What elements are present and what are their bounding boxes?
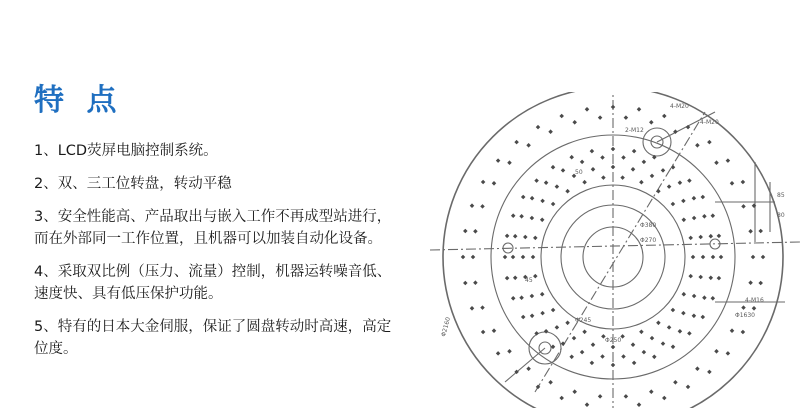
bolt-hole-mark [656,321,661,326]
bolt-hole-mark [534,178,539,183]
bolt-hole-mark [611,345,616,350]
bolt-hole-mark [473,280,478,285]
feature-item-5: 5、特有的日本大金伺服，保证了圆盘转动时高速，高定位度。 [34,319,392,357]
bolt-hole-mark [671,165,676,170]
bolt-hole-mark [551,202,556,207]
bolt-hole-mark [481,330,486,335]
bolt-hole-mark [551,308,556,313]
bolt-hole-mark [511,296,516,301]
bolt-hole-mark [642,350,647,355]
bolt-hole-mark [555,184,560,189]
bolt-hole-mark [531,255,536,260]
bolt-hole-mark [569,355,574,360]
bolt-hole-mark [611,105,616,110]
bolt-hole-mark [711,213,716,218]
bolt-hole-mark [540,311,545,316]
bolt-hole-mark [471,255,476,260]
bolt-hole-mark [632,361,637,366]
bolt-hole-mark [687,331,692,336]
bolt-hole-mark [667,325,672,330]
horizontal-centerline [430,242,800,250]
bolt-hole-mark [492,181,497,186]
bolt-hole-mark [649,120,654,125]
bolt-hole-mark [548,129,553,134]
bolt-hole-mark [719,255,724,260]
bolt-hole-mark [698,275,703,280]
bolt-hole-mark [620,175,625,180]
bolt-hole-mark [688,236,693,241]
feature-item-3: 3、安全性能高、产品取出与嵌入工作不再成型站进行，而在外部同一工作位置，且机器可以加装自动化设备。 [34,209,392,247]
bolt-hole-mark [470,306,475,311]
bolt-hole-mark [709,234,714,239]
bolt-hole-mark [701,255,706,260]
bolt-hole-mark [678,329,683,334]
bolt-hole-mark [496,351,501,356]
bolt-hole-mark [662,396,667,401]
bolt-hole-mark [598,394,603,399]
bolt-hole-mark [682,292,687,297]
dim-label-14: 50 [575,169,583,176]
bolt-hole-mark [692,216,697,221]
bolt-hole-mark [591,342,596,347]
bolt-hole-mark [461,255,466,260]
bolt-hole-mark [544,329,549,334]
bolt-hole-mark [758,281,763,286]
bolt-hole-mark [507,160,512,165]
bolt-hole-mark [530,216,535,221]
bolt-hole-mark [507,349,512,354]
bolt-hole-mark [505,276,510,281]
bolt-hole-mark [702,295,707,300]
bolt-hole-mark [519,295,524,300]
bolt-hole-mark [752,203,757,208]
bolt-hole-mark [678,180,683,185]
bolt-hole-mark [611,363,616,368]
bolt-hole-mark [671,345,676,350]
leader-line-2 [505,348,545,382]
bolt-hole-mark [656,189,661,194]
bolt-hole-mark [701,195,706,200]
bolt-hole-mark [667,184,672,189]
bolt-hole-mark [681,199,686,204]
bolt-hole-mark [526,366,531,371]
bolt-hole-mark [572,336,577,341]
bolt-hole-mark [741,305,746,310]
bolt-hole-mark [726,158,731,163]
feature-item-2: 2、双、三工位转盘，转动平稳 [34,176,232,192]
bolt-hole-mark [540,218,545,223]
bolt-hole-mark [580,350,585,355]
bolt-hole-mark [688,274,693,279]
bolt-hole-mark [540,199,545,204]
bolt-hole-mark [521,255,526,260]
bolt-hole-mark [514,140,519,145]
bolt-hole-mark [714,349,719,354]
bolt-hole-mark [559,114,564,119]
bolt-hole-mark [691,255,696,260]
bolt-hole-mark [637,107,642,112]
bolt-hole-mark [572,389,577,394]
bolt-hole-mark [621,155,626,160]
dim-label-13: 45 [525,277,533,284]
feature-item-4: 4、采取双比例（压力、流量）控制，机器运转噪音低、速度快、具有低压保护功能。 [34,264,392,302]
bolt-hole-mark [540,292,545,297]
bolt-hole-mark [624,394,629,399]
bolt-hole-mark [649,389,654,394]
dim-label-10: Φ1630 [735,312,755,319]
bolt-hole-mark [590,361,595,366]
section-heading: 特 点 [34,83,123,118]
bolt-hole-mark [687,178,692,183]
bolt-hole-mark [681,311,686,316]
bolt-hole-mark [585,107,590,112]
bolt-hole-mark [642,160,647,165]
dim-label-1: 4-M20 [670,103,689,110]
bolt-hole-mark [730,181,735,186]
bolt-hole-mark [707,140,712,145]
bolt-hole-mark [463,281,468,286]
bolt-hole-mark [580,160,585,165]
bolt-hole-mark [692,314,697,319]
bolt-hole-mark [521,195,526,200]
bolt-hole-mark [470,203,475,208]
bolt-hole-mark [533,274,538,279]
bolt-hole-mark [751,255,756,260]
bolt-hole-mark [513,276,518,281]
bolt-hole-mark [555,325,560,330]
bolt-hole-mark [526,143,531,148]
bolt-hole-mark [717,234,722,239]
bolt-hole-mark [572,120,577,125]
bolt-hole-mark [673,380,678,385]
bolt-hole-mark [650,336,655,341]
bolt-hole-mark [632,149,637,154]
bolt-hole-mark [523,235,528,240]
bolt-hole-mark [707,370,712,375]
bolt-hole-mark [513,234,518,239]
bolt-hole-mark [650,174,655,179]
feature-item-1: 1、LCD荧屏电脑控制系统。 [34,143,218,159]
bolt-hole-mark [600,354,605,359]
bolt-hole-mark [748,280,753,285]
bolt-hole-mark [611,165,616,170]
turntable-drawing-svg [415,92,800,408]
bolt-hole-mark [662,114,667,119]
bolt-hole-mark [709,276,714,281]
dim-label-4: Φ270 [640,237,657,244]
bolt-hole-mark [600,155,605,160]
dim-label-3: 2-M12 [625,127,644,134]
bolt-hole-mark [536,125,541,130]
bolt-hole-mark [611,147,616,152]
dim-label-2: 4-M20 [700,119,719,126]
bolt-hole-mark [761,255,766,260]
bolt-hole-mark [682,218,687,223]
bolt-hole-mark [621,354,626,359]
bolt-hole-mark [752,306,757,311]
bolt-hole-mark [492,328,497,333]
bolt-hole-mark [561,341,566,346]
bolt-hole-mark [639,330,644,335]
bolt-hole-mark [624,115,629,120]
bolt-hole-mark [758,229,763,234]
bolt-hole-mark [590,149,595,154]
bolt-hole-mark [695,366,700,371]
bolt-hole-mark [661,341,666,346]
bolt-hole-mark [496,158,501,163]
bolt-hole-mark [533,236,538,241]
bolt-hole-mark [730,328,735,333]
bolt-hole-mark [511,255,516,260]
bolt-hole-mark [473,229,478,234]
bolt-hole-mark [631,342,636,347]
bolt-hole-mark [530,314,535,319]
bolt-hole-mark [463,229,468,234]
bolt-hole-mark [559,396,564,401]
bolt-hole-mark [530,196,535,201]
bolt-hole-mark [661,168,666,173]
bolt-hole-mark [692,196,697,201]
bolt-hole-mark [726,351,731,356]
bolt-hole-mark [521,315,526,320]
bolt-hole-mark [748,229,753,234]
bolt-hole-mark [671,308,676,313]
dim-label-9: 4-M16 [745,297,764,304]
bolt-hole-mark [565,321,570,326]
bolt-hole-mark [701,315,706,320]
bolt-hole-mark [565,189,570,194]
dim-label-7: Φ250 [605,337,622,344]
bolt-hole-mark [582,330,587,335]
bolt-hole-mark [591,167,596,172]
bolt-hole-mark [692,294,697,299]
bolt-hole-mark [711,255,716,260]
bolt-hole-mark [480,305,485,310]
bolt-hole-mark [511,213,516,218]
dim-label-6: Φ245 [575,317,592,324]
bolt-hole-mark [637,402,642,407]
dim-label-5: Φ380 [640,222,657,229]
bolt-hole-mark [530,294,535,299]
bolt-hole-mark [671,202,676,207]
bolt-hole-mark [561,168,566,173]
bolt-hole-mark [711,296,716,301]
bolt-hole-mark [505,234,510,239]
bolt-hole-mark [503,255,508,260]
dim-label-8: Φ2160 [440,316,453,338]
bolt-hole-mark [598,115,603,120]
bolt-hole-mark [717,276,722,281]
bolt-hole-mark [686,385,691,390]
bolt-hole-mark [741,330,746,335]
bolt-hole-mark [601,175,606,180]
bolt-hole-mark [714,160,719,165]
turntable-technical-drawing [415,92,800,408]
bolt-hole-mark [695,143,700,148]
bolt-hole-mark [480,204,485,209]
bolt-hole-mark [741,180,746,185]
bolt-hole-mark [551,165,556,170]
bolt-hole-mark [741,204,746,209]
bolt-hole-mark [639,180,644,185]
bolt-hole-mark [698,235,703,240]
bolt-hole-mark [702,214,707,219]
bolt-hole-mark [481,180,486,185]
bolt-hole-mark [548,380,553,385]
dim-label-11: 85 [777,192,785,199]
bolt-hole-mark [585,402,590,407]
bolt-hole-mark [631,167,636,172]
bolt-hole-mark [519,214,524,219]
feature-list [34,140,404,371]
dim-label-12: 80 [777,212,785,219]
bolt-hole-mark [569,155,574,160]
bolt-hole-mark [544,180,549,185]
bolt-hole-mark [652,355,657,360]
bolt-hole-mark [582,180,587,185]
